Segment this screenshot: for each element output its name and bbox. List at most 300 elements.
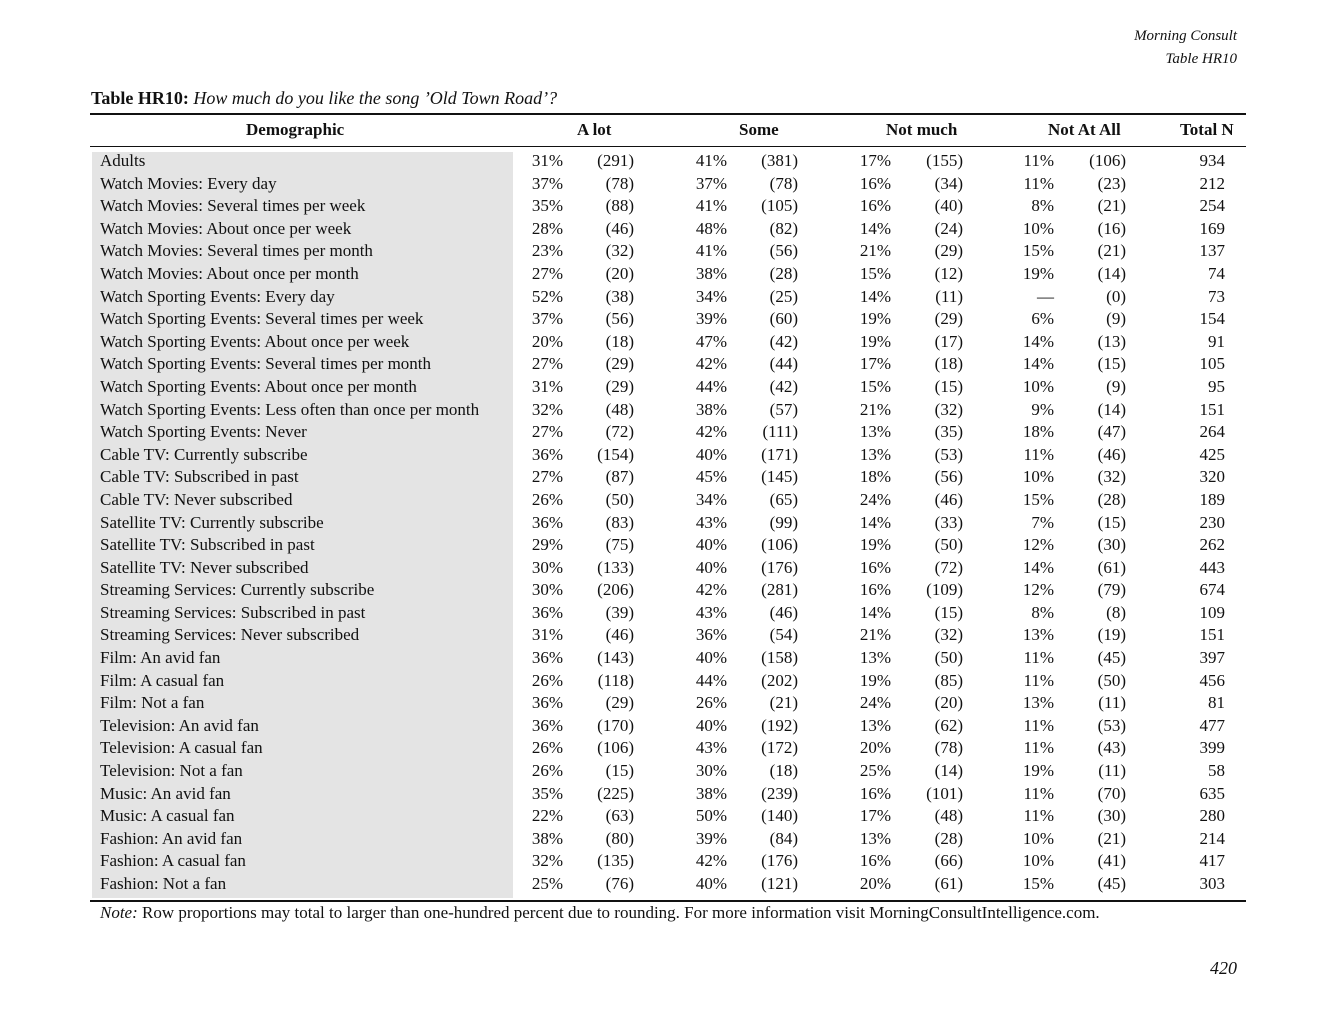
some-pct: 50%	[695, 806, 727, 826]
total-n: 212	[1199, 173, 1225, 193]
not-at-all-pct: 8%	[1031, 602, 1054, 622]
table-row	[0, 150, 1320, 173]
not-at-all-pct: 7%	[1031, 512, 1054, 532]
col-header-not-much: Not much	[886, 120, 958, 139]
not-at-all-count: (21)	[1097, 241, 1126, 261]
some-count: (28)	[769, 263, 798, 283]
not-much-count: (109)	[926, 580, 963, 600]
some-pct: 40%	[695, 557, 727, 577]
not-much-count: (15)	[934, 376, 963, 396]
not-much-pct: 16%	[859, 783, 891, 803]
not-much-count: (53)	[934, 444, 963, 464]
a-lot-count: (135)	[597, 851, 634, 871]
not-much-pct: 19%	[859, 535, 891, 555]
a-lot-count: (291)	[597, 151, 634, 170]
total-n: 254	[1199, 196, 1225, 216]
not-at-all-count: (14)	[1097, 399, 1126, 419]
table-title-question: How much do you like the song ’Old Town Road’?	[193, 88, 558, 108]
not-much-count: (72)	[934, 557, 963, 577]
total-n: 105	[1199, 354, 1225, 374]
some-pct: 40%	[695, 874, 727, 893]
not-much-pct: 16%	[859, 851, 891, 871]
table-top-rule	[90, 113, 1246, 115]
table-note	[100, 903, 1100, 923]
some-pct: 40%	[695, 444, 727, 464]
not-at-all-pct: 11%	[1023, 806, 1054, 826]
not-at-all-pct: 12%	[1022, 535, 1054, 555]
not-at-all-count: (61)	[1097, 557, 1126, 577]
a-lot-count: (143)	[597, 648, 634, 668]
not-much-pct: 16%	[859, 580, 891, 600]
some-pct: 42%	[695, 580, 727, 600]
row-label: Fashion: An avid fan	[100, 828, 243, 848]
table-row	[0, 828, 1320, 851]
table-row	[0, 466, 1320, 489]
some-pct: 39%	[695, 309, 727, 329]
a-lot-pct: 30%	[531, 557, 563, 577]
a-lot-count: (106)	[597, 738, 634, 758]
note-label: Note:	[100, 903, 138, 922]
not-much-count: (40)	[934, 196, 963, 216]
not-much-pct: 24%	[859, 489, 891, 509]
a-lot-count: (48)	[605, 399, 634, 419]
total-n: 81	[1208, 693, 1225, 713]
col-header-total-n: Total N	[1180, 120, 1234, 139]
row-label: Watch Sporting Events: Less often than once per month	[100, 399, 480, 419]
table-row	[0, 421, 1320, 444]
table-row	[0, 240, 1320, 263]
table-row	[0, 783, 1320, 806]
table-row	[0, 308, 1320, 331]
a-lot-count: (29)	[605, 354, 634, 374]
some-pct: 40%	[695, 715, 727, 735]
some-count: (172)	[761, 738, 798, 758]
not-much-count: (62)	[934, 715, 963, 735]
total-n: 58	[1208, 761, 1225, 781]
some-count: (25)	[769, 286, 798, 306]
not-much-count: (14)	[934, 761, 963, 781]
not-at-all-pct: 15%	[1022, 241, 1054, 261]
row-label: Watch Sporting Events: Never	[100, 422, 307, 442]
table-body	[0, 150, 1320, 896]
a-lot-count: (133)	[597, 557, 634, 577]
not-at-all-pct: 14%	[1022, 331, 1054, 351]
not-at-all-pct: 15%	[1022, 489, 1054, 509]
a-lot-count: (39)	[605, 602, 634, 622]
some-pct: 44%	[695, 670, 727, 690]
some-count: (105)	[761, 196, 798, 216]
not-at-all-count: (11)	[1098, 693, 1126, 713]
some-pct: 44%	[695, 376, 727, 396]
some-count: (84)	[769, 828, 798, 848]
header-org: Morning Consult	[1134, 28, 1237, 44]
not-at-all-count: (15)	[1097, 354, 1126, 374]
table-row	[0, 534, 1320, 557]
some-count: (171)	[761, 444, 798, 464]
total-n: 443	[1199, 557, 1225, 577]
not-much-count: (155)	[926, 151, 963, 170]
not-much-count: (34)	[934, 173, 963, 193]
total-n: 189	[1199, 489, 1225, 509]
table-row	[0, 737, 1320, 760]
not-much-pct: 20%	[859, 874, 891, 893]
table-bottom-rule	[90, 900, 1246, 902]
row-label: Television: A casual fan	[100, 738, 263, 758]
row-label: Watch Movies: About once per week	[100, 218, 352, 238]
some-count: (82)	[769, 218, 798, 238]
table-row	[0, 399, 1320, 422]
total-n: 74	[1208, 263, 1225, 283]
row-label: Cable TV: Currently subscribe	[100, 444, 308, 464]
not-at-all-pct: 11%	[1023, 670, 1054, 690]
not-much-pct: 13%	[859, 648, 891, 668]
not-much-count: (32)	[934, 625, 963, 645]
table-row	[0, 512, 1320, 535]
some-pct: 38%	[695, 263, 727, 283]
table-row	[0, 218, 1320, 241]
not-at-all-count: (16)	[1097, 218, 1126, 238]
a-lot-pct: 31%	[531, 625, 563, 645]
not-much-pct: 21%	[859, 625, 891, 645]
not-much-pct: 14%	[859, 286, 891, 306]
not-at-all-count: (11)	[1098, 761, 1126, 781]
table-row	[0, 376, 1320, 399]
some-pct: 43%	[695, 738, 727, 758]
not-at-all-pct: 13%	[1022, 625, 1054, 645]
some-count: (111)	[762, 422, 798, 442]
not-at-all-count: (0)	[1106, 286, 1126, 306]
not-much-pct: 16%	[859, 173, 891, 193]
table-row	[0, 624, 1320, 647]
not-much-count: (78)	[934, 738, 963, 758]
some-count: (145)	[761, 467, 798, 487]
row-label: Watch Sporting Events: Every day	[100, 286, 335, 306]
a-lot-pct: 22%	[531, 806, 563, 826]
a-lot-count: (18)	[605, 331, 634, 351]
total-n: 417	[1199, 851, 1225, 871]
row-label: Satellite TV: Subscribed in past	[100, 535, 315, 555]
note-text: Row proportions may total to larger than one-hundred percent due to rounding. For more information visit MorningConsultIntelligence.com.	[142, 903, 1100, 922]
not-at-all-count: (50)	[1097, 670, 1126, 690]
not-much-pct: 17%	[859, 354, 891, 374]
total-n: 477	[1199, 715, 1225, 735]
not-much-count: (33)	[934, 512, 963, 532]
total-n: 154	[1199, 309, 1225, 329]
row-label: Streaming Services: Subscribed in past	[100, 602, 366, 622]
a-lot-pct: 27%	[531, 354, 563, 374]
a-lot-pct: 26%	[531, 670, 563, 690]
not-at-all-pct: 10%	[1022, 467, 1054, 487]
some-count: (57)	[769, 399, 798, 419]
not-at-all-count: (79)	[1097, 580, 1126, 600]
a-lot-pct: 36%	[531, 602, 563, 622]
not-at-all-pct: 15%	[1022, 874, 1054, 893]
some-count: (176)	[761, 851, 798, 871]
some-count: (54)	[769, 625, 798, 645]
not-much-pct: 15%	[859, 376, 891, 396]
total-n: 456	[1199, 670, 1225, 690]
not-much-pct: 21%	[859, 399, 891, 419]
not-at-all-pct: 14%	[1022, 354, 1054, 374]
row-label: Watch Movies: Several times per week	[100, 196, 366, 216]
not-at-all-pct: 11%	[1023, 151, 1054, 170]
not-much-pct: 14%	[859, 218, 891, 238]
not-much-pct: 17%	[859, 806, 891, 826]
not-much-pct: 21%	[859, 241, 891, 261]
table-row	[0, 850, 1320, 873]
not-much-pct: 17%	[859, 151, 891, 170]
table-header-rule	[90, 146, 1246, 147]
some-count: (202)	[761, 670, 798, 690]
some-pct: 45%	[695, 467, 727, 487]
not-at-all-pct: 6%	[1031, 309, 1054, 329]
not-much-count: (12)	[934, 263, 963, 283]
row-label: Watch Movies: Every day	[100, 173, 277, 193]
table-row	[0, 353, 1320, 376]
total-n: 264	[1199, 422, 1225, 442]
row-label: Watch Sporting Events: About once per week	[100, 331, 410, 351]
some-count: (99)	[769, 512, 798, 532]
not-much-count: (101)	[926, 783, 963, 803]
row-label: Streaming Services: Never subscribed	[100, 625, 360, 645]
not-much-pct: 13%	[859, 422, 891, 442]
a-lot-count: (76)	[605, 874, 634, 893]
not-at-all-pct: 11%	[1023, 648, 1054, 668]
some-pct: 41%	[695, 196, 727, 216]
not-much-pct: 15%	[859, 263, 891, 283]
a-lot-pct: 23%	[531, 241, 563, 261]
not-much-pct: 19%	[859, 331, 891, 351]
row-label: Fashion: A casual fan	[100, 851, 246, 871]
not-at-all-count: (32)	[1097, 467, 1126, 487]
total-n: 635	[1199, 783, 1225, 803]
not-much-count: (24)	[934, 218, 963, 238]
a-lot-pct: 27%	[531, 467, 563, 487]
table-row	[0, 195, 1320, 218]
not-at-all-pct: —	[1037, 286, 1054, 306]
a-lot-count: (154)	[597, 444, 634, 464]
some-pct: 38%	[695, 783, 727, 803]
not-at-all-count: (45)	[1097, 648, 1126, 668]
total-n: 280	[1199, 806, 1225, 826]
row-label: Film: A casual fan	[100, 670, 225, 690]
some-pct: 36%	[695, 625, 727, 645]
total-n: 73	[1208, 286, 1225, 306]
a-lot-count: (75)	[605, 535, 634, 555]
not-at-all-pct: 18%	[1022, 422, 1054, 442]
not-much-count: (18)	[934, 354, 963, 374]
not-at-all-pct: 11%	[1023, 738, 1054, 758]
col-header-a-lot: A lot	[577, 120, 612, 139]
some-pct: 34%	[695, 286, 727, 306]
not-much-pct: 19%	[859, 670, 891, 690]
some-pct: 42%	[695, 354, 727, 374]
a-lot-pct: 36%	[531, 512, 563, 532]
some-pct: 30%	[695, 761, 727, 781]
a-lot-count: (46)	[605, 218, 634, 238]
row-label: Film: Not a fan	[100, 693, 205, 713]
total-n: 137	[1199, 241, 1225, 261]
not-much-count: (35)	[934, 422, 963, 442]
a-lot-pct: 31%	[531, 151, 563, 170]
not-at-all-pct: 19%	[1022, 761, 1054, 781]
not-much-count: (50)	[934, 535, 963, 555]
not-much-pct: 16%	[859, 196, 891, 216]
some-count: (65)	[769, 489, 798, 509]
some-count: (42)	[769, 376, 798, 396]
a-lot-pct: 36%	[531, 693, 563, 713]
not-much-count: (11)	[935, 286, 963, 306]
not-at-all-count: (14)	[1097, 263, 1126, 283]
some-pct: 43%	[695, 512, 727, 532]
some-count: (158)	[761, 648, 798, 668]
not-much-count: (32)	[934, 399, 963, 419]
not-at-all-count: (19)	[1097, 625, 1126, 645]
a-lot-pct: 27%	[531, 422, 563, 442]
row-label: Satellite TV: Currently subscribe	[100, 512, 324, 532]
row-label: Watch Sporting Events: Several times per week	[100, 309, 424, 329]
col-header-some: Some	[739, 120, 779, 139]
total-n: 151	[1199, 399, 1225, 419]
row-label: Music: An avid fan	[100, 783, 231, 803]
not-much-count: (56)	[934, 467, 963, 487]
row-label: Film: An avid fan	[100, 648, 221, 668]
row-label: Adults	[100, 151, 146, 170]
not-at-all-pct: 10%	[1022, 218, 1054, 238]
col-header-not-at-all: Not At All	[1048, 120, 1121, 139]
not-at-all-pct: 13%	[1022, 693, 1054, 713]
a-lot-pct: 37%	[531, 309, 563, 329]
table-row	[0, 444, 1320, 467]
some-count: (281)	[761, 580, 798, 600]
a-lot-count: (80)	[605, 828, 634, 848]
not-at-all-count: (43)	[1097, 738, 1126, 758]
table-row	[0, 805, 1320, 828]
not-at-all-count: (13)	[1097, 331, 1126, 351]
not-at-all-pct: 11%	[1023, 783, 1054, 803]
total-n: 95	[1208, 376, 1225, 396]
not-at-all-pct: 11%	[1023, 173, 1054, 193]
table-row	[0, 579, 1320, 602]
row-label: Watch Sporting Events: About once per month	[100, 376, 417, 396]
not-much-count: (28)	[934, 828, 963, 848]
not-much-count: (85)	[934, 670, 963, 690]
table-row	[0, 692, 1320, 715]
not-much-count: (29)	[934, 241, 963, 261]
not-at-all-pct: 10%	[1022, 828, 1054, 848]
not-at-all-count: (41)	[1097, 851, 1126, 871]
a-lot-count: (78)	[605, 173, 634, 193]
row-label: Watch Movies: Several times per month	[100, 241, 373, 261]
not-much-count: (66)	[934, 851, 963, 871]
table-row	[0, 670, 1320, 693]
a-lot-pct: 20%	[531, 331, 563, 351]
not-much-count: (61)	[934, 874, 963, 893]
total-n: 320	[1199, 467, 1225, 487]
total-n: 425	[1199, 444, 1225, 464]
total-n: 230	[1199, 512, 1225, 532]
some-count: (239)	[761, 783, 798, 803]
not-at-all-pct: 14%	[1022, 557, 1054, 577]
not-much-count: (20)	[934, 693, 963, 713]
not-at-all-count: (106)	[1089, 151, 1126, 170]
not-much-pct: 25%	[859, 761, 891, 781]
a-lot-pct: 26%	[531, 738, 563, 758]
some-count: (192)	[761, 715, 798, 735]
not-at-all-count: (8)	[1106, 602, 1126, 622]
not-at-all-pct: 11%	[1023, 715, 1054, 735]
table-row	[0, 557, 1320, 580]
not-much-pct: 20%	[859, 738, 891, 758]
a-lot-count: (87)	[605, 467, 634, 487]
table-row	[0, 715, 1320, 738]
not-at-all-count: (46)	[1097, 444, 1126, 464]
a-lot-pct: 36%	[531, 715, 563, 735]
some-pct: 38%	[695, 399, 727, 419]
not-much-pct: 13%	[859, 444, 891, 464]
a-lot-pct: 25%	[531, 874, 563, 893]
not-at-all-count: (21)	[1097, 196, 1126, 216]
not-much-count: (50)	[934, 648, 963, 668]
a-lot-count: (56)	[605, 309, 634, 329]
total-n: 262	[1199, 535, 1225, 555]
some-count: (21)	[769, 693, 798, 713]
some-count: (44)	[769, 354, 798, 374]
not-at-all-pct: 19%	[1022, 263, 1054, 283]
a-lot-count: (88)	[605, 196, 634, 216]
some-count: (18)	[769, 761, 798, 781]
total-n: 109	[1199, 602, 1225, 622]
a-lot-pct: 26%	[531, 761, 563, 781]
not-at-all-pct: 10%	[1022, 851, 1054, 871]
total-n: 934	[1199, 151, 1225, 170]
not-much-pct: 13%	[859, 715, 891, 735]
some-pct: 47%	[695, 331, 727, 351]
not-at-all-count: (28)	[1097, 489, 1126, 509]
some-pct: 40%	[695, 648, 727, 668]
not-at-all-count: (9)	[1106, 309, 1126, 329]
not-much-pct: 14%	[859, 512, 891, 532]
some-count: (60)	[769, 309, 798, 329]
some-pct: 41%	[695, 151, 727, 170]
row-label: Television: An avid fan	[100, 715, 259, 735]
a-lot-pct: 26%	[531, 489, 563, 509]
table-row	[0, 263, 1320, 286]
a-lot-count: (20)	[605, 263, 634, 283]
a-lot-pct: 30%	[531, 580, 563, 600]
a-lot-count: (225)	[597, 783, 634, 803]
total-n: 397	[1199, 648, 1225, 668]
table-row	[0, 647, 1320, 670]
a-lot-count: (83)	[605, 512, 634, 532]
some-pct: 26%	[695, 693, 727, 713]
not-at-all-count: (53)	[1097, 715, 1126, 735]
a-lot-pct: 37%	[531, 173, 563, 193]
table-row	[0, 873, 1320, 896]
a-lot-count: (38)	[605, 286, 634, 306]
table-title	[91, 88, 557, 109]
page-number: 420	[1210, 958, 1237, 978]
not-much-count: (17)	[934, 331, 963, 351]
not-much-count: (48)	[934, 806, 963, 826]
some-count: (140)	[761, 806, 798, 826]
some-pct: 42%	[695, 851, 727, 871]
a-lot-pct: 36%	[531, 648, 563, 668]
table-row	[0, 286, 1320, 309]
not-at-all-count: (15)	[1097, 512, 1126, 532]
some-count: (42)	[769, 331, 798, 351]
a-lot-pct: 27%	[531, 263, 563, 283]
